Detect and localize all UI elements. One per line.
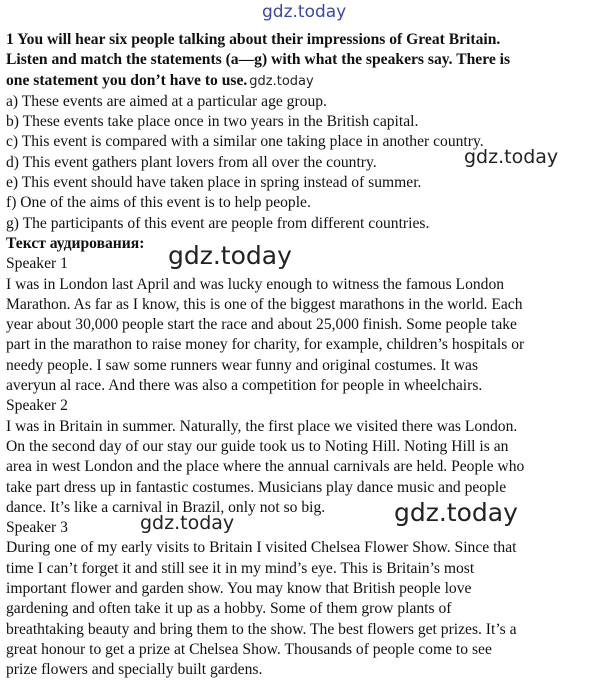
speaker-1-line: part in the marathon to raise money for charity, for example, children’s hospitals or xyxy=(6,336,525,354)
instruction-line-2: Listen and match the statements (a—g) with what the speakers say. There is xyxy=(6,51,511,69)
speaker-2-line: On the second day of our stay our guide took us to Noting Hill. Noting Hill is an xyxy=(6,437,509,455)
speaker-1-line: Marathon. As far as I know, this is one of the biggest marathons in the world. Each xyxy=(6,295,523,313)
instruction-line-3-row xyxy=(6,71,602,92)
speaker-1-line: needy people. I saw some runners wear funny and original costumes. It was xyxy=(6,356,479,374)
watermark-large-2: gdz.today xyxy=(394,498,518,527)
speaker-2-line: area in west London and the place where the annual carnivals are held. People who xyxy=(6,458,525,476)
speaker-2-line: I was in Britain in summer. Naturally, the first place we visited there was London. xyxy=(6,417,518,435)
speaker-3-line: During one of my early visits to Britain I visited Chelsea Flower Show. Since that xyxy=(6,539,517,557)
statement-a: a) These events are aimed at a particular age group. xyxy=(6,92,327,110)
instruction-line-3: one statement you don’t have to use. xyxy=(6,71,248,89)
speaker-1-label: Speaker 1 xyxy=(6,255,68,273)
speaker-2-label: Speaker 2 xyxy=(6,397,68,415)
document-page xyxy=(6,30,602,681)
statement-b: b) These events take place once in two years in the British capital. xyxy=(6,113,419,131)
speaker-3-line: time I can’t forget it and still see it in my mind’s eye. This is Britain’s most xyxy=(6,559,475,577)
watermark-small-2: gdz.today xyxy=(140,512,235,534)
task-block xyxy=(6,30,602,234)
speaker-1-line: year about 30,000 people start the race and about 25,000 finish. Some people take xyxy=(6,316,517,334)
watermark-right-mid: gdz.today xyxy=(464,146,559,168)
speaker-3-label: Speaker 3 xyxy=(6,519,68,537)
speaker-2-line: dance. It’s like a carnival in Brazil, only not so big. xyxy=(6,498,326,516)
instruction-line-1: 1 You will hear six people talking about their impressions of Great Britain. xyxy=(6,31,501,48)
transcript-heading: Текст аудирования: xyxy=(6,234,145,252)
watermark-top: gdz.today xyxy=(262,2,347,22)
speaker-3-line: great honour to get a prize at Chelsea Show. Thousands of people come to see xyxy=(6,640,492,658)
speaker-3-line: prize flowers and specially built gardens. xyxy=(6,661,263,679)
speaker-1-line: I was in London last April and was lucky enough to witness the famous London xyxy=(6,275,505,293)
watermark-large-1: gdz.today xyxy=(168,241,292,270)
statement-g: g) The participants of this event are people from different countries. xyxy=(6,214,430,232)
statement-c: c) This event is compared with a similar one taking place in another country. xyxy=(6,133,484,151)
statement-e: e) This event should have taken place in spring instead of summer. xyxy=(6,174,422,192)
speaker-1-line: averyun al race. And there was also a competition for people in wheelchairs. xyxy=(6,377,483,395)
statement-d: d) This event gathers plant lovers from all over the country. xyxy=(6,153,377,171)
statement-f: f) One of the aims of this event is to help people. xyxy=(6,194,311,212)
speaker-2-line: take part dress up in fantastic costumes. Musicians play dance music and people xyxy=(6,478,507,496)
speaker-3-line: breathtaking beauty and bring them to the show. The best flowers get prizes. It’s a xyxy=(6,620,517,638)
watermark-inline: gdz.today xyxy=(249,73,314,89)
speaker-3-line: important flower and garden show. You may know that British people love xyxy=(6,580,472,598)
speaker-3-line: gardening and often take it up as a hobby. Some of them grow plants of xyxy=(6,600,452,618)
transcript-block xyxy=(6,234,602,681)
